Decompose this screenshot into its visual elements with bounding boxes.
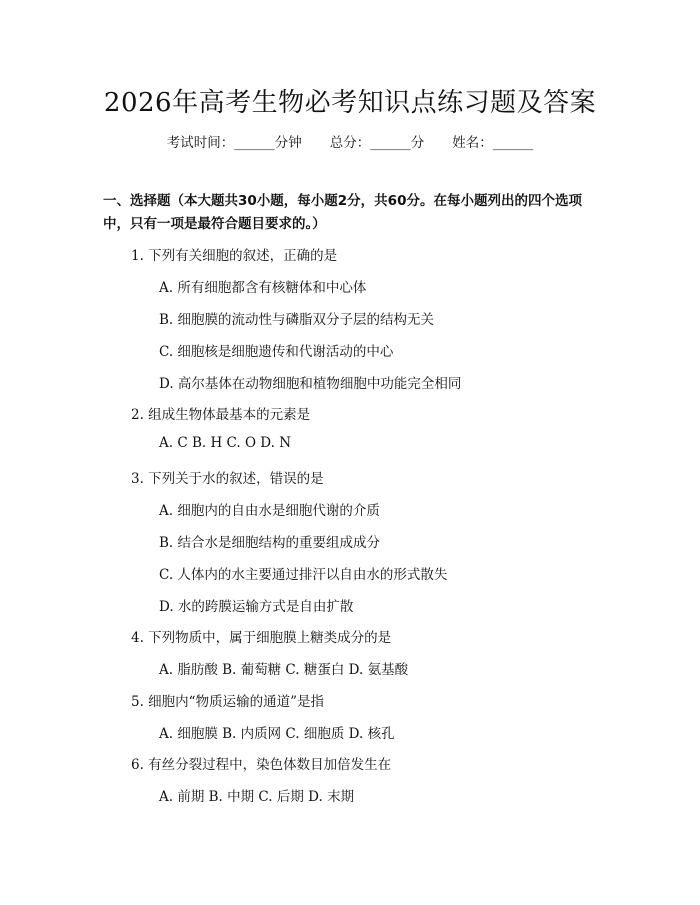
question-stem: 2. 组成生物体最基本的元素是 <box>131 407 311 423</box>
total-score-field: 总分：______分 <box>329 135 425 151</box>
question-option: A. 前期 B. 中期 C. 后期 D. 末期 <box>159 789 355 805</box>
student-name-field: 姓名：______ <box>452 135 534 151</box>
question-stem: 4. 下列物质中，属于细胞膜上糖类成分的是 <box>131 630 392 646</box>
question-option: D. 水的跨膜运输方式是自由扩散 <box>159 599 354 615</box>
question-option: C. 人体内的水主要通过排汗以自由水的形式散失 <box>159 567 448 583</box>
question-option: C. 细胞核是细胞遗传和代谢活动的中心 <box>159 344 394 360</box>
question-stem: 1. 下列有关细胞的叙述，正确的是 <box>131 248 338 264</box>
question-option: D. 高尔基体在动物细胞和植物细胞中功能完全相同 <box>159 376 462 392</box>
question-option: A. C B. H C. O D. N <box>159 435 292 451</box>
question-option: A. 脂肪酸 B. 葡萄糖 C. 糖蛋白 D. 氨基酸 <box>159 662 409 678</box>
question-option: A. 细胞膜 B. 内质网 C. 细胞质 D. 核孔 <box>159 726 395 742</box>
question-stem: 6. 有丝分裂过程中，染色体数目加倍发生在 <box>131 757 392 773</box>
question-option: B. 细胞膜的流动性与磷脂双分子层的结构无关 <box>159 312 435 328</box>
question-option: A. 所有细胞都含有核糖体和中心体 <box>159 280 367 296</box>
exam-time-field: 考试时间：______分钟 <box>166 135 302 151</box>
question-option: A. 细胞内的自由水是细胞代谢的介质 <box>159 503 380 519</box>
question-stem: 3. 下列关于水的叙述，错误的是 <box>131 471 324 487</box>
exam-meta <box>0 131 700 151</box>
question-option: B. 结合水是细胞结构的重要组成成分 <box>159 535 381 551</box>
section-heading: 一、选择题（本大题共30小题，每小题2分，共60分。在每小题列出的四个选项中，只有一项是最符合题目要求的。） <box>103 193 582 232</box>
question-stem: 5. 细胞内“物质运输的通道”是指 <box>131 694 324 710</box>
page-title: 2026年高考生物必考知识点练习题及答案 <box>103 88 597 118</box>
